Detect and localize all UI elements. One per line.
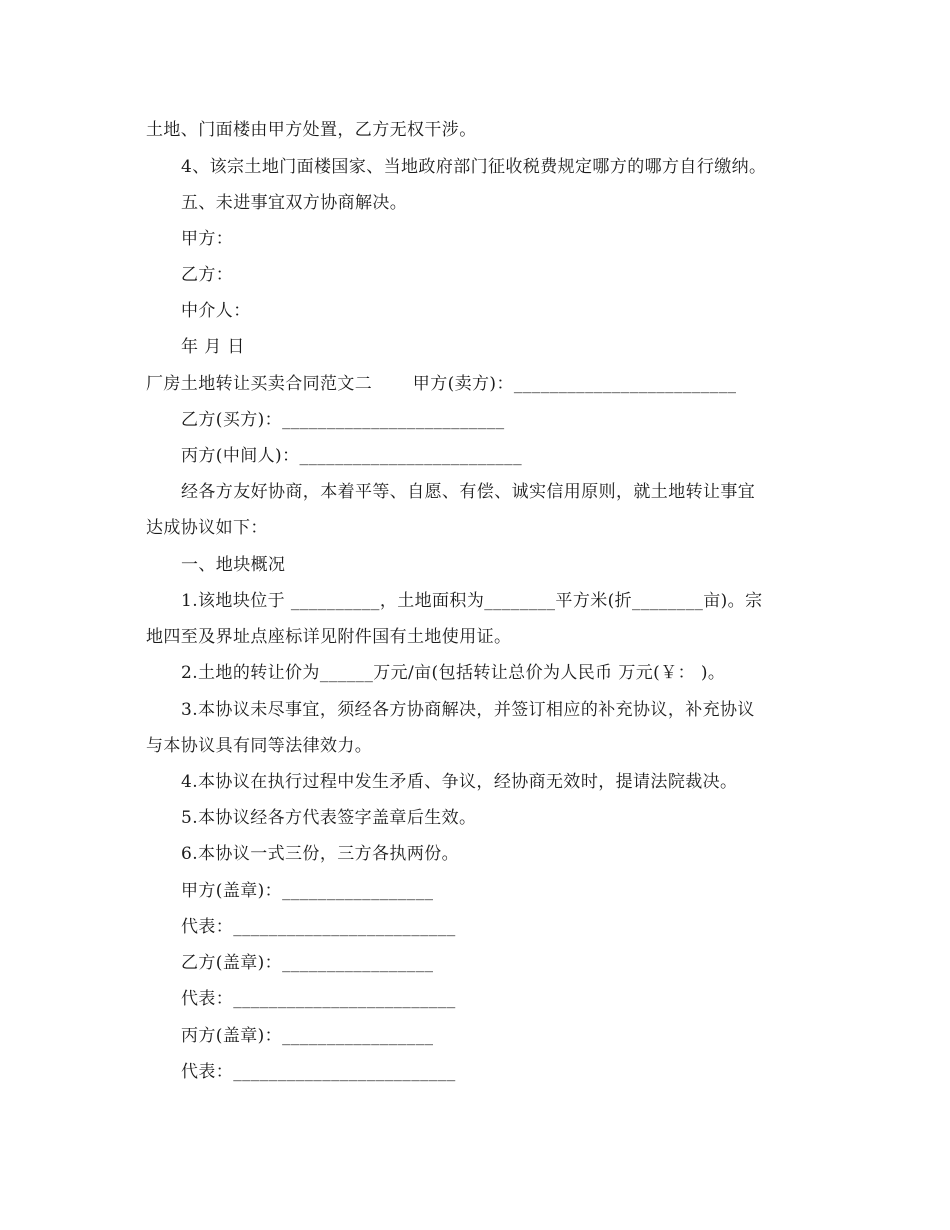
clause-5: 5.本协议经各方代表签字盖章后生效。 — [181, 808, 477, 828]
text-line: 五、未进事宜双方协商解决。 — [181, 193, 408, 213]
section-heading: 厂房土地转让买卖合同范文二 甲方(卖方)：_________________________ — [146, 374, 737, 394]
text-line: 4、该宗土地门面楼国家、当地政府部门征收税费规定哪方的哪方自行缴纳。 — [181, 157, 767, 177]
representative-b: 代表：_________________________ — [181, 989, 456, 1009]
seal-party-c: 丙方(盖章)：_________________ — [181, 1026, 434, 1046]
representative-a: 代表：_________________________ — [181, 917, 456, 937]
text-line: 经各方友好协商，本着平等、自愿、有偿、诚实信用原则，就土地转让事宜 — [181, 482, 756, 502]
signature-label-party-b: 乙方： — [181, 265, 234, 285]
date-line: 年 月 日 — [181, 337, 245, 357]
signature-label-intermediary: 中介人： — [181, 301, 251, 321]
seal-party-b: 乙方(盖章)：_________________ — [181, 953, 434, 973]
clause-2: 2.土地的转让价为______万元/亩(包括转让总价为人民币 万元(￥： )。 — [181, 663, 726, 683]
clause-3: 3.本协议未尽事宜，须经各方协商解决，并签订相应的补充协议，补充协议 — [181, 700, 755, 720]
party-c-field: 丙方(中间人)：_________________________ — [181, 446, 522, 466]
text-line: 土地、门面楼由甲方处置，乙方无权干涉。 — [146, 120, 477, 140]
signature-label-party-a: 甲方： — [181, 229, 234, 249]
clause-1: 1.该地块位于 __________，土地面积为________平方米(折________亩)。宗 — [181, 591, 763, 611]
text-line: 达成协议如下： — [146, 518, 268, 538]
text-line: 地四至及界址点座标详见附件国有土地使用证。 — [146, 627, 512, 647]
text-line: 与本协议具有同等法律效力。 — [146, 736, 373, 756]
seal-party-a: 甲方(盖章)：_________________ — [181, 881, 434, 901]
representative-c: 代表：_________________________ — [181, 1062, 456, 1082]
clause-4: 4.本协议在执行过程中发生矛盾、争议，经协商无效时，提请法院裁决。 — [181, 772, 738, 792]
party-b-field: 乙方(买方)：_________________________ — [181, 410, 505, 430]
clause-6: 6.本协议一式三份，三方各执两份。 — [181, 844, 460, 864]
subsection-heading: 一、地块概况 — [181, 555, 286, 575]
